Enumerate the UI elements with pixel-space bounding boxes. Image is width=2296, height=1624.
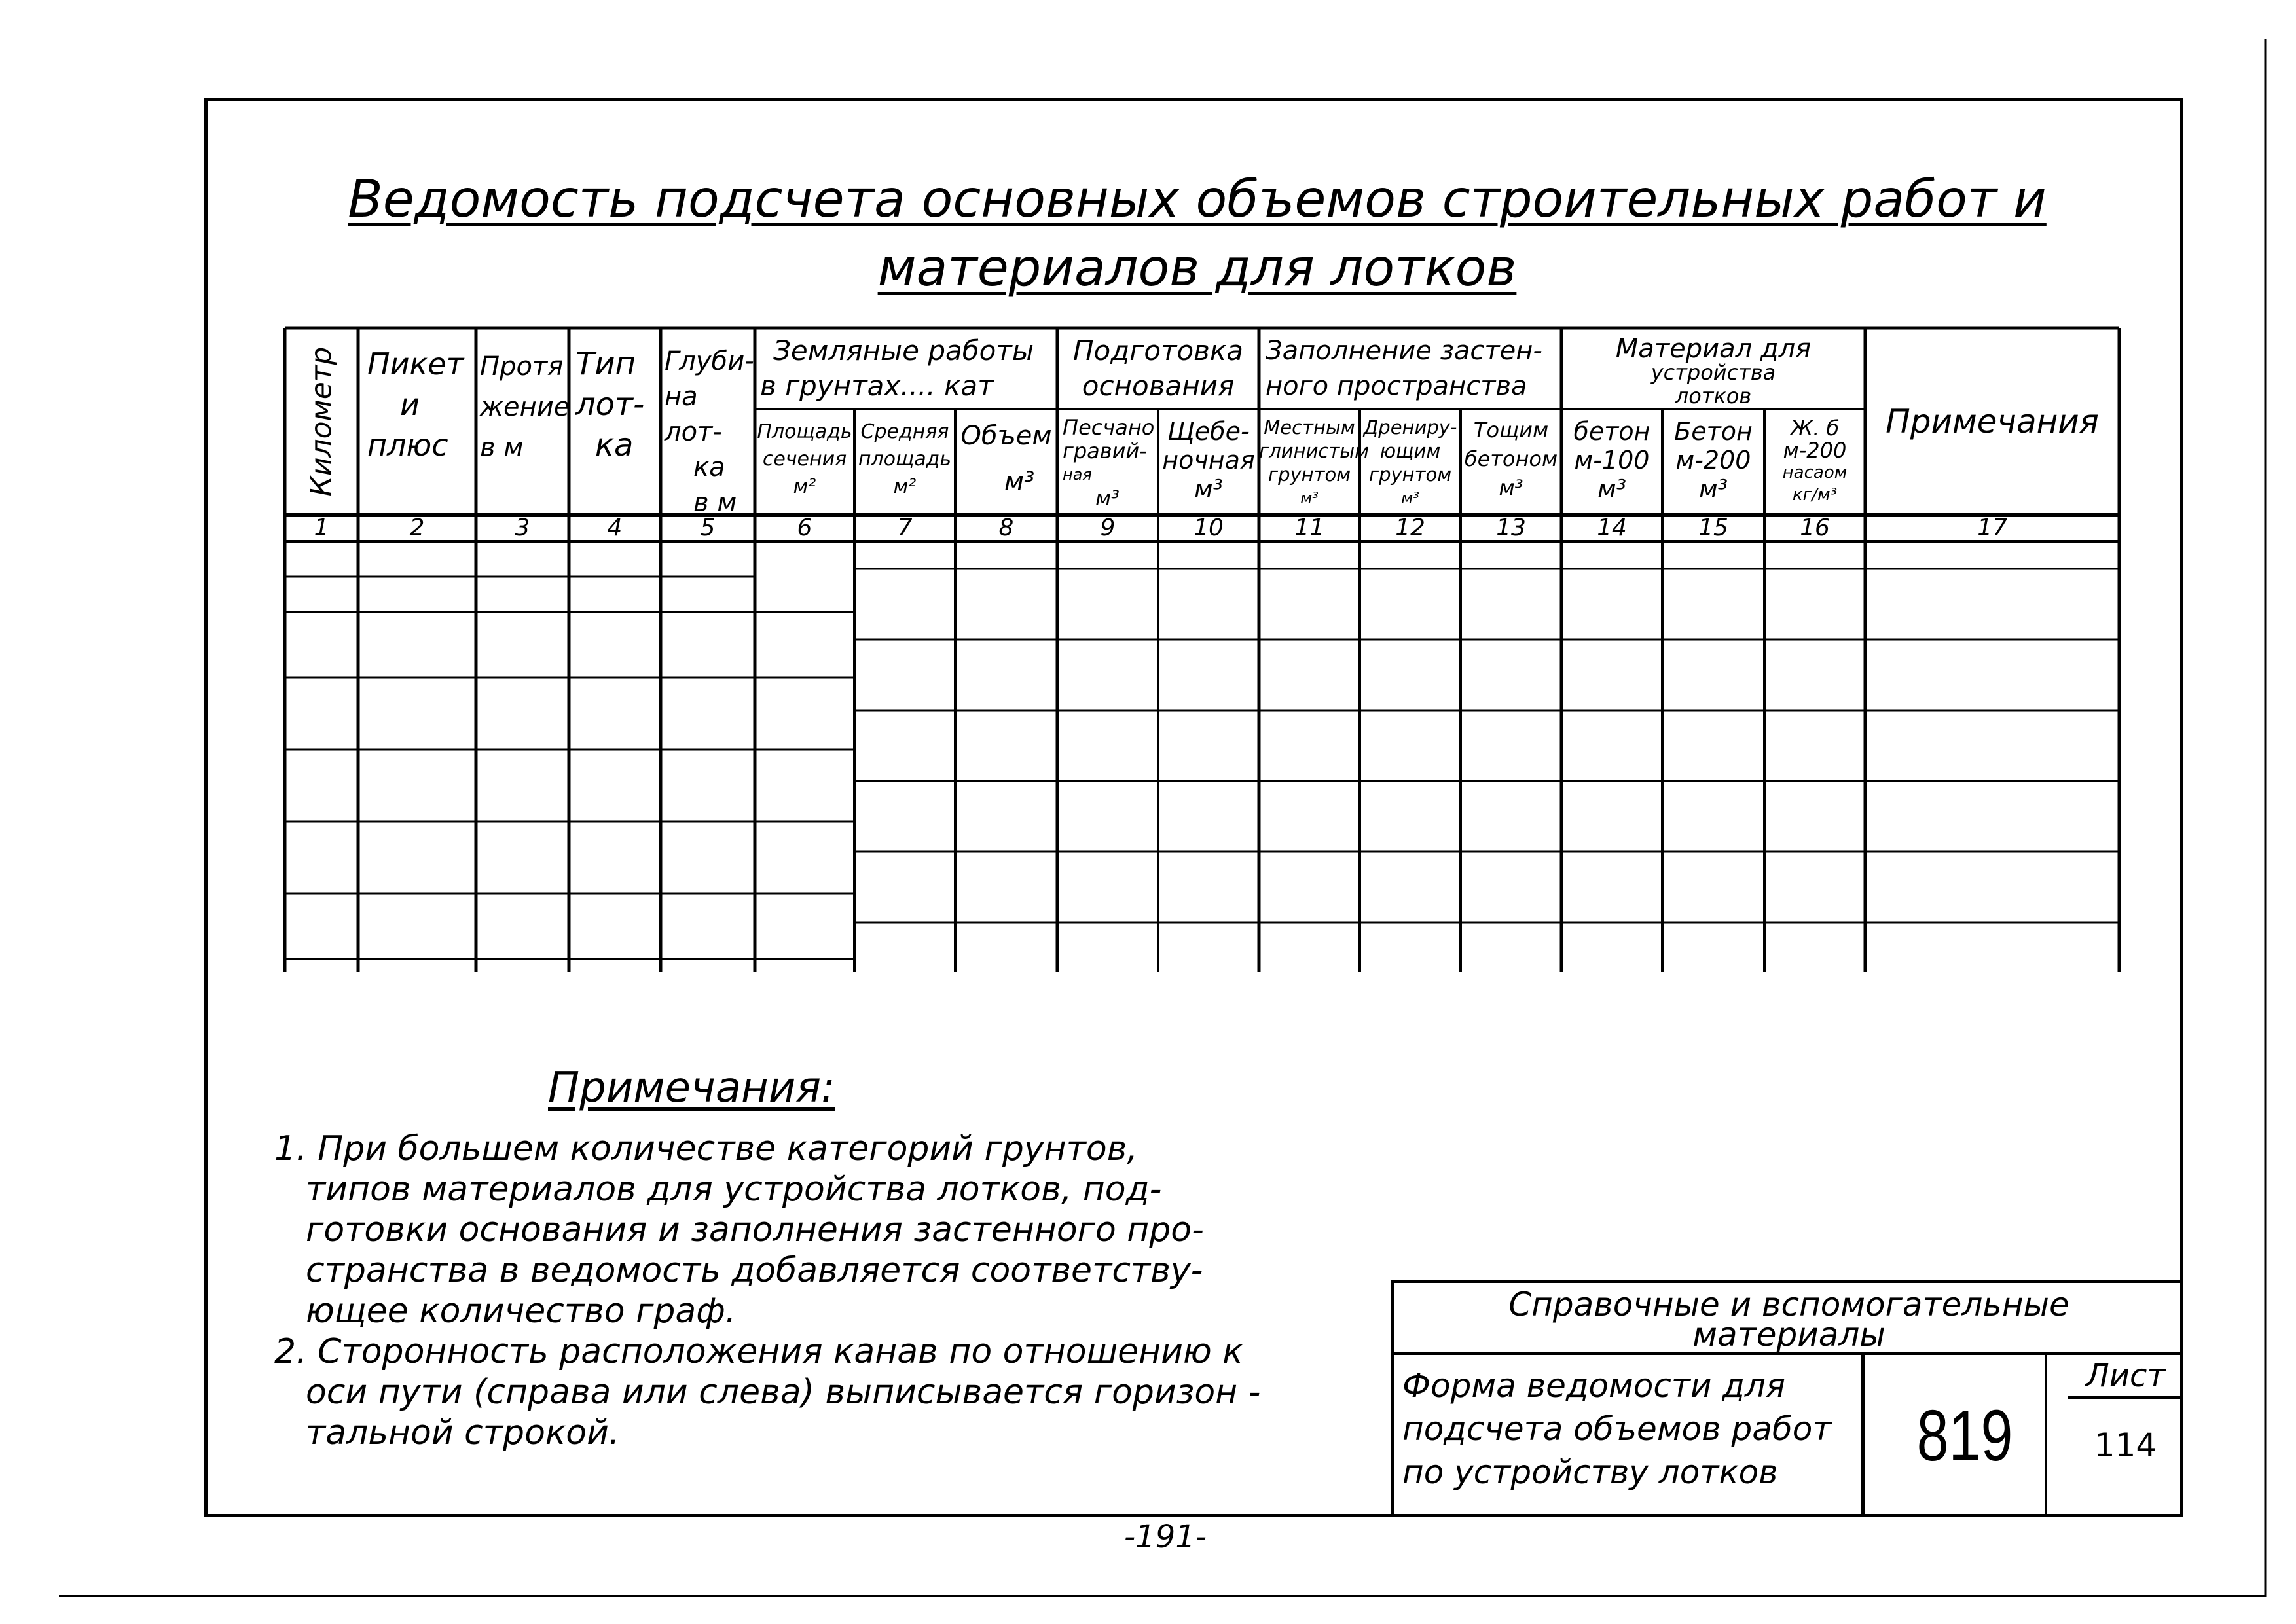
header-sub-line: ющим — [1379, 440, 1441, 462]
header-sub-line: ночная — [1162, 446, 1255, 475]
header-sub-line: м³ — [1095, 486, 1120, 511]
header-sub-line: м³ — [1300, 489, 1319, 507]
header-sub-line: бетоном — [1464, 446, 1558, 471]
header-fill-local — [1259, 409, 1370, 515]
col-num: 12 — [1395, 514, 1425, 541]
header-sub-line: м³ — [1004, 467, 1035, 497]
header-sub-line: м³ — [1499, 475, 1523, 500]
header-sub-line: Площадь — [757, 420, 852, 443]
header-sub-line: Щебе- — [1167, 417, 1250, 446]
stamp-category — [1394, 1283, 2183, 1355]
header-length-line: Протя — [480, 352, 564, 382]
header-km — [285, 328, 358, 515]
header-mat-c200 — [1662, 409, 1764, 515]
col-num: 16 — [1800, 514, 1830, 541]
header-depth — [661, 328, 755, 518]
header-fill-lean — [1461, 409, 1561, 515]
stamp-sheet-label: Лист — [2068, 1355, 2183, 1399]
title-block — [1391, 1280, 2183, 1517]
stamp-code: 819 — [1885, 1355, 2047, 1517]
header-sub-line: м-200 — [1783, 438, 1847, 463]
header-depth-line: Глуби- — [665, 346, 754, 376]
col-num: 6 — [797, 514, 812, 541]
col-num: 10 — [1194, 514, 1224, 541]
header-sub-line: м-200 — [1675, 446, 1751, 475]
header-mat-group-line: устройства — [1650, 360, 1776, 385]
note-line: странства в ведомость добавляется соответству- — [306, 1251, 1203, 1290]
header-prep-sand — [1057, 409, 1158, 515]
header-sub-line: грунтом — [1267, 463, 1351, 486]
header-piket — [358, 328, 476, 515]
header-sub-line: площадь — [858, 448, 952, 471]
header-mat-group — [1561, 331, 1865, 409]
header-prep-group-line: основания — [1082, 370, 1235, 402]
header-type-line: Тип — [575, 346, 636, 382]
stamp-doc-title-line: Форма ведомости для — [1402, 1367, 1785, 1405]
col-num: 5 — [700, 514, 716, 541]
title-line-1: Ведомость подсчета основных объемов строительных работ и — [348, 170, 2047, 229]
header-length — [476, 328, 569, 515]
header-earth-vol — [955, 409, 1057, 515]
header-sub-line: глинистым — [1259, 440, 1370, 462]
col-num: 3 — [515, 514, 530, 541]
header-piket-line: плюс — [367, 427, 448, 463]
col-num: 2 — [409, 514, 425, 541]
header-mat-group-line: лотков — [1675, 384, 1752, 408]
header-length-line: в м — [480, 433, 524, 463]
header-piket-line: Пикет — [367, 346, 464, 382]
header-earth-group-line: Земляные работы — [773, 334, 1034, 367]
header-sub-line: м³ — [1597, 475, 1626, 503]
header-depth-line: на лот- — [665, 382, 722, 447]
header-fill-group — [1259, 331, 1561, 409]
note-line: тальной строкой. — [306, 1413, 620, 1453]
header-sub-line: грунтом — [1368, 463, 1452, 486]
note-line: оси пути (справа или слева) выписывается горизон - — [306, 1373, 1261, 1412]
stamp-doc-title — [1394, 1355, 1865, 1517]
header-mat-group-line: Материал для — [1615, 334, 1812, 364]
stamp-category-line: материалы — [1692, 1316, 1886, 1354]
note-line: ющее количество граф. — [306, 1291, 737, 1331]
notes-heading: Примечания: — [548, 1064, 835, 1112]
header-prep-crushed — [1158, 409, 1259, 515]
header-prep-group — [1057, 331, 1259, 409]
note-line: готовки основания и заполнения застенного про- — [306, 1210, 1204, 1250]
header-piket-line: и — [400, 387, 420, 422]
header-km-label: Километр — [304, 346, 338, 497]
header-sub-line: кг/м³ — [1792, 485, 1838, 505]
col-num: 11 — [1294, 514, 1324, 541]
col-num: 15 — [1698, 514, 1728, 541]
header-type — [569, 328, 661, 515]
header-sub-line: Объем — [960, 421, 1052, 451]
header-sub-line: м³ — [1194, 475, 1223, 503]
col-num: 7 — [897, 514, 913, 541]
header-earth-group-line: в грунтах.... кат — [760, 370, 994, 402]
header-earth-area — [755, 409, 854, 515]
note-line: 1. При большем количестве категорий грунтов, — [274, 1129, 1138, 1168]
header-length-line: жение — [480, 392, 570, 422]
page-number: -191- — [1123, 1519, 1207, 1555]
header-depth-line: ка — [693, 452, 725, 482]
drawing-frame — [204, 98, 2183, 1517]
header-prep-group-line: Подготовка — [1072, 334, 1244, 367]
header-sub-line: гравий- — [1063, 439, 1147, 463]
header-sub-line: м³ — [1401, 489, 1419, 507]
header-sub-line: бетон — [1573, 417, 1650, 446]
header-sub-line: Местным — [1264, 416, 1355, 439]
header-sub-line: Дрениру- — [1363, 416, 1457, 439]
header-sub-line: ная — [1063, 465, 1092, 484]
header-sub-line: м³ — [1699, 475, 1728, 503]
header-earth-avg — [854, 409, 955, 515]
title-line-2: материалов для лотков — [877, 239, 1517, 298]
header-sub-line: насаом — [1782, 463, 1848, 482]
header-remarks: Примечания — [1886, 403, 2099, 441]
header-depth-line: в м — [693, 488, 737, 518]
header-fill-group-line: Заполнение застен- — [1266, 336, 1542, 366]
col-num: 9 — [1100, 514, 1116, 541]
stamp-doc-title-line: подсчета объемов работ — [1402, 1410, 1832, 1448]
header-fill-drain — [1360, 409, 1461, 515]
col-num: 8 — [998, 514, 1014, 541]
header-sub-line: м² — [793, 475, 816, 498]
col-num: 13 — [1496, 514, 1526, 541]
note-line: 2. Сторонность расположения канав по отношению к — [274, 1332, 1243, 1371]
header-sub-line: м² — [893, 475, 917, 498]
header-sub-line: Средняя — [860, 420, 949, 443]
header-sub-line: Тощим — [1473, 418, 1549, 442]
header-type-line: лот- — [575, 386, 645, 423]
col-num: 17 — [1977, 514, 2007, 541]
col-num: 14 — [1597, 514, 1627, 541]
stamp-category-line: Справочные и вспомогательные — [1508, 1286, 2069, 1324]
header-mat-rc200 — [1764, 409, 1865, 515]
col-num: 1 — [314, 514, 329, 541]
stamp-sheet-number: 114 — [2094, 1426, 2157, 1464]
header-fill-group-line: ного пространства — [1266, 371, 1527, 401]
header-sub-line: Песчано — [1063, 415, 1155, 440]
header-sub-line: сечения — [762, 448, 847, 471]
header-type-line: ка — [595, 427, 634, 463]
stamp-sheet — [2068, 1355, 2183, 1517]
header-mat-c100 — [1561, 409, 1662, 515]
header-sub-line: м-100 — [1574, 446, 1650, 475]
header-sub-line: Бетон — [1674, 417, 1753, 446]
col-num: 4 — [607, 514, 623, 541]
header-sub-line: Ж. б — [1790, 416, 1840, 441]
note-line: типов материалов для устройства лотков, под- — [306, 1170, 1162, 1209]
header-earth-group — [755, 331, 1057, 409]
stamp-doc-title-line: по устройству лотков — [1402, 1453, 1778, 1491]
